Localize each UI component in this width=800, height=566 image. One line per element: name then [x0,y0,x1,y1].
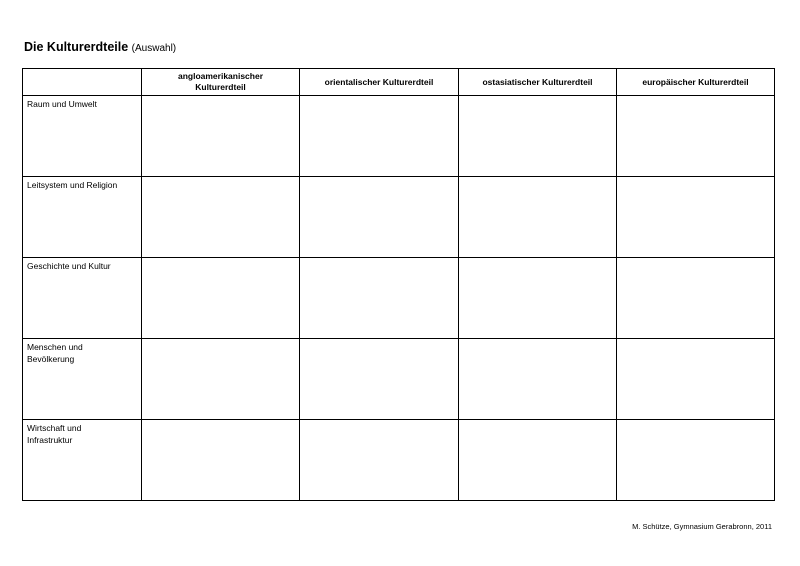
footer-credit: M. Schütze, Gymnasium Gerabronn, 2011 [632,522,772,531]
table-cell[interactable] [459,177,617,258]
table-cell[interactable] [142,420,300,501]
table-row [23,177,775,258]
column-header-ostasiatisch: ostasiatischer Kulturerdteil [459,69,617,96]
table-cell[interactable] [300,177,459,258]
table-cell[interactable] [142,258,300,339]
table-cell[interactable] [459,96,617,177]
header-corner-cell [23,69,142,96]
table-cell[interactable] [300,339,459,420]
table-row [23,420,775,501]
row-label-leitsystem-religion: Leitsystem und Religion [23,177,142,258]
table-cell[interactable] [142,96,300,177]
table-cell[interactable] [459,258,617,339]
row-label-geschichte-kultur: Geschichte und Kultur [23,258,142,339]
table-cell[interactable] [300,96,459,177]
table-cell[interactable] [459,420,617,501]
title-main: Die Kulturerdteile [24,40,129,54]
table-cell[interactable] [617,96,775,177]
column-header-europaeisch: europäischer Kulturerdteil [617,69,775,96]
title-subtitle: (Auswahl) [131,43,177,54]
table-row [23,96,775,177]
column-header-angloamerikanisch: angloamerikanischer Kulturerdteil [142,69,300,96]
page-title [24,40,176,54]
culture-regions-table [22,68,775,501]
column-header-orientalisch: orientalischer Kulturerdteil [300,69,459,96]
table-header-row [23,69,775,96]
table-cell[interactable] [617,258,775,339]
table-row [23,258,775,339]
table-cell[interactable] [617,177,775,258]
row-label-raum-umwelt: Raum und Umwelt [23,96,142,177]
table-cell[interactable] [300,420,459,501]
table-cell[interactable] [617,420,775,501]
row-label-wirtschaft-infrastruktur: Wirtschaft und Infrastruktur [23,420,142,501]
table-row [23,339,775,420]
table-cell[interactable] [459,339,617,420]
table-cell[interactable] [617,339,775,420]
table-cell[interactable] [142,177,300,258]
table-cell[interactable] [142,339,300,420]
row-label-menschen-bevoelkerung: Menschen und Bevölkerung [23,339,142,420]
table-cell[interactable] [300,258,459,339]
